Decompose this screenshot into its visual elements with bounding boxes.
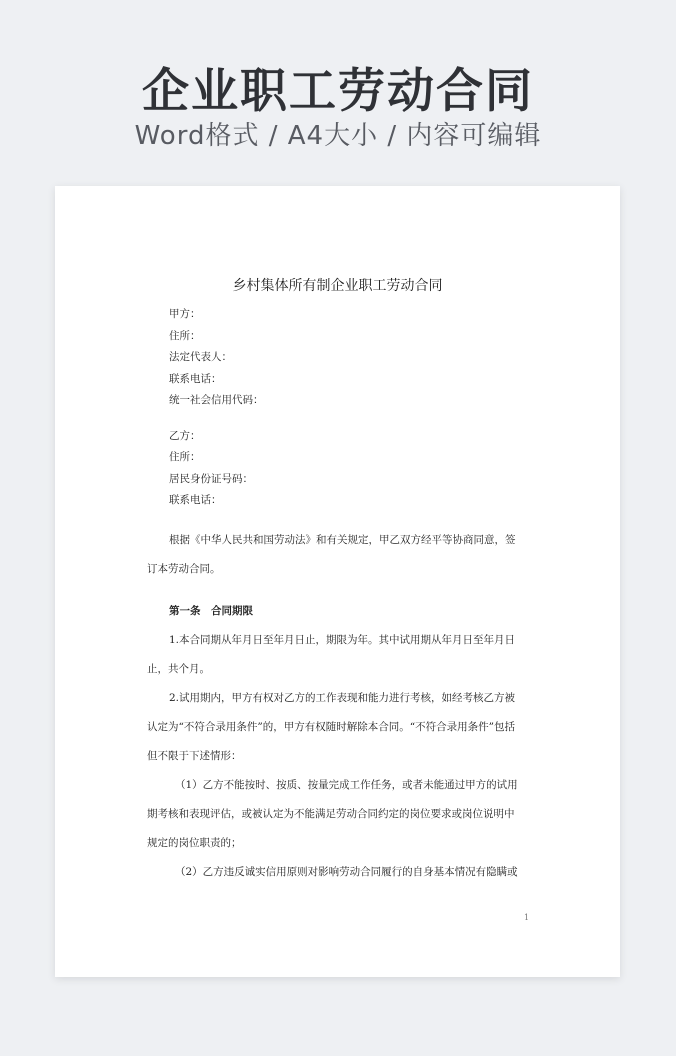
document-title: 乡村集体所有制企业职工劳动合同 xyxy=(232,278,443,294)
article-1-heading: 第一条 合同期限 xyxy=(169,605,253,617)
article-line: 1.本合同期从年月日至年月日止，期限为年。其中试用期从年月日至年月日 xyxy=(169,634,516,646)
preamble-line: 根据《中华人民共和国劳动法》和有关规定，甲乙双方经平等协商同意，签 xyxy=(169,534,516,546)
party-a-phone: 联系电话： xyxy=(169,373,222,385)
article-line: 止，共个月。 xyxy=(147,663,210,675)
preamble-line: 订本劳动合同。 xyxy=(147,563,221,575)
party-b-address: 住所： xyxy=(169,451,201,463)
party-b-id-number: 居民身份证号码： xyxy=(169,473,253,485)
banner-title: 企业职工劳动合同 xyxy=(142,64,534,119)
article-line: 规定的岗位职责的； xyxy=(147,837,242,849)
page-number: 1 xyxy=(524,913,530,922)
party-a-label: 甲方： xyxy=(169,308,201,320)
party-b-label: 乙方： xyxy=(169,430,201,442)
article-line: 期考核和表现评估，或被认定为不能满足劳动合同约定的岗位要求或岗位说明中 xyxy=(147,808,515,820)
document-page xyxy=(55,186,620,977)
article-line: 2.试用期内，甲方有权对乙方的工作表现和能力进行考核，如经考核乙方被 xyxy=(169,692,516,704)
party-b-phone: 联系电话： xyxy=(169,494,222,506)
party-a-address: 住所： xyxy=(169,330,201,342)
party-a-credit-code: 统一社会信用代码： xyxy=(169,394,264,406)
article-line: （2）乙方违反诚实信用原则对影响劳动合同履行的自身基本情况有隐瞒或 xyxy=(175,866,518,878)
article-line: 但不限于下述情形： xyxy=(147,750,242,762)
banner-subtitle: Word格式 / A4大小 / 内容可编辑 xyxy=(134,121,542,151)
article-line: （1）乙方不能按时、按质、按量完成工作任务，或者未能通过甲方的试用 xyxy=(175,779,518,791)
article-line: 认定为“不符合录用条件”的，甲方有权随时解除本合同。“不符合录用条件”包括 xyxy=(147,721,515,733)
party-a-legal-rep: 法定代表人： xyxy=(169,351,232,363)
